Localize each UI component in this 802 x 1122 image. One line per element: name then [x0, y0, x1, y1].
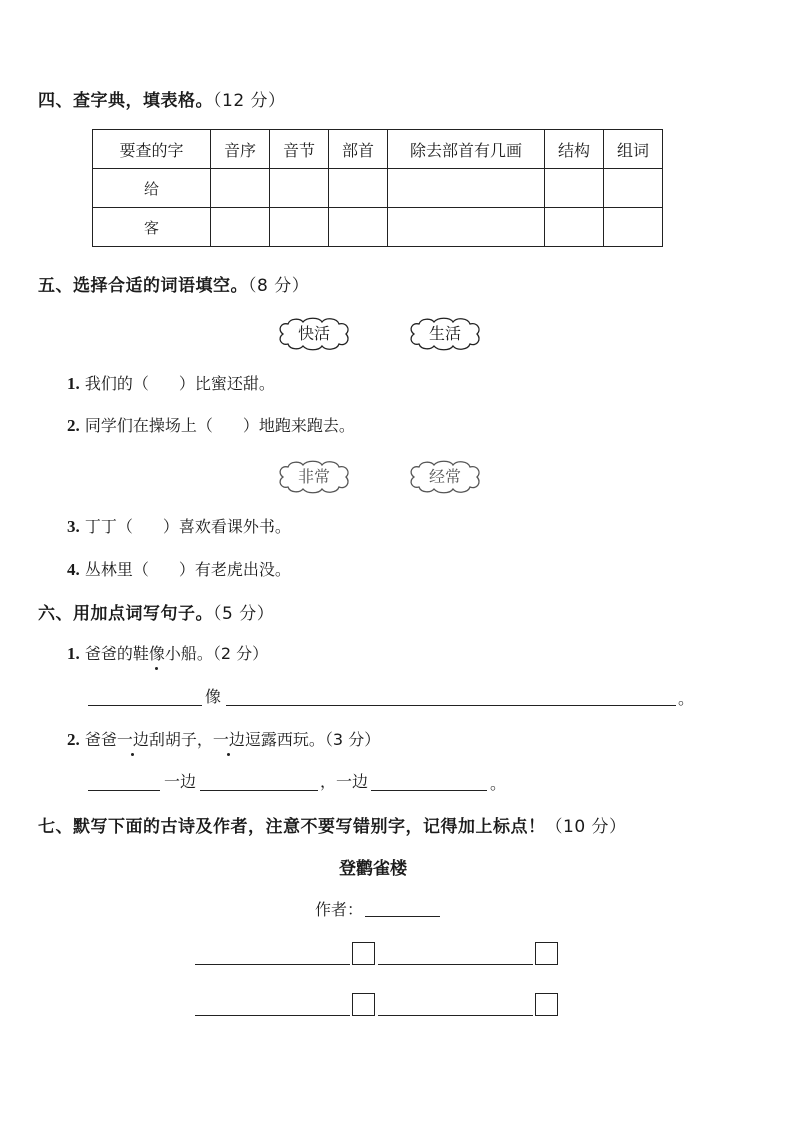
- punctuation-box[interactable]: [535, 993, 558, 1016]
- word-cloud-kuaihuo: 快活: [275, 316, 353, 352]
- answer-cell[interactable]: [545, 169, 604, 208]
- word-cloud-jingchang: 经常: [406, 459, 484, 495]
- word-cloud-shenghuo: 生活: [406, 316, 484, 352]
- section4-heading: [38, 86, 286, 111]
- poem-title: 登鹳雀楼: [339, 859, 407, 879]
- fill-item-1: 1. 我们的（ ）比蜜还甜。: [67, 374, 275, 393]
- answer-cell[interactable]: [211, 208, 270, 247]
- author-answer-line[interactable]: [365, 916, 440, 917]
- period: 。: [490, 774, 507, 793]
- poem-answer-line[interactable]: [195, 964, 350, 965]
- table-header-row: [93, 130, 663, 169]
- answer-cell[interactable]: [329, 169, 388, 208]
- header-cell: 除去部首有几画: [388, 130, 545, 169]
- dictionary-table: [92, 129, 663, 247]
- table-row: [93, 169, 663, 208]
- period: 。: [678, 689, 695, 708]
- dotted-word: 像: [149, 641, 165, 664]
- header-cell: 要查的字: [93, 130, 211, 169]
- punctuation-box[interactable]: [535, 942, 558, 965]
- section4-title: 四、查字典，填表格。: [38, 91, 213, 111]
- fill-item-4: 4. 丛林里（ ）有老虎出没。: [67, 560, 291, 579]
- section6-score: （5 分）: [213, 604, 275, 624]
- section5-title: 五、选择合适的词语填空。: [38, 276, 248, 296]
- section4-score: （12 分）: [213, 91, 286, 111]
- header-cell: 组词: [604, 130, 663, 169]
- answer-cell[interactable]: [545, 208, 604, 247]
- header-cell: 音节: [270, 130, 329, 169]
- answer-cell[interactable]: [604, 208, 663, 247]
- header-cell: 部首: [329, 130, 388, 169]
- table-row: [93, 208, 663, 247]
- poem-answer-line[interactable]: [378, 1015, 533, 1016]
- answer-line[interactable]: [88, 705, 202, 706]
- connector-word: ，一边: [320, 772, 369, 791]
- answer-line[interactable]: [88, 790, 160, 791]
- header-cell: 音序: [211, 130, 270, 169]
- punctuation-box[interactable]: [352, 993, 375, 1016]
- answer-cell[interactable]: [270, 208, 329, 247]
- answer-line[interactable]: [226, 705, 676, 706]
- row-char: 给: [93, 169, 211, 208]
- connector-word: 一边: [164, 772, 197, 791]
- author-label: 作者：: [315, 900, 364, 919]
- punctuation-box[interactable]: [352, 942, 375, 965]
- row-char: 客: [93, 208, 211, 247]
- answer-cell[interactable]: [604, 169, 663, 208]
- answer-line[interactable]: [200, 790, 318, 791]
- section6-title: 六、用加点词写句子。: [38, 604, 213, 624]
- answer-cell[interactable]: [329, 208, 388, 247]
- answer-cell[interactable]: [388, 208, 545, 247]
- answer-cell[interactable]: [211, 169, 270, 208]
- answer-line[interactable]: [371, 790, 487, 791]
- dotted-word: 一边: [117, 727, 149, 750]
- section5-heading: [38, 271, 309, 296]
- section5-score: （8 分）: [248, 276, 310, 296]
- connector-word: 像: [205, 687, 222, 706]
- header-cell: 结构: [545, 130, 604, 169]
- sentence-question-2: 2. 爸爸一边刮胡子，一边逗露西玩。（3 分）: [67, 727, 380, 750]
- answer-cell[interactable]: [270, 169, 329, 208]
- section7-heading: [38, 812, 627, 837]
- answer-cell[interactable]: [388, 169, 545, 208]
- poem-answer-line[interactable]: [195, 1015, 350, 1016]
- section7-title: 七、默写下面的古诗及作者，注意不要写错别字，记得加上标点！: [38, 817, 546, 837]
- sentence-question-1: 1. 爸爸的鞋像小船。（2 分）: [67, 641, 268, 664]
- section6-heading: [38, 599, 274, 624]
- fill-item-3: 3. 丁丁（ ）喜欢看课外书。: [67, 517, 291, 536]
- word-cloud-feichang: 非常: [275, 459, 353, 495]
- dotted-word: 一边: [213, 727, 245, 750]
- poem-answer-line[interactable]: [378, 964, 533, 965]
- section7-score: （10 分）: [545, 817, 627, 837]
- fill-item-2: 2. 同学们在操场上（ ）地跑来跑去。: [67, 416, 355, 435]
